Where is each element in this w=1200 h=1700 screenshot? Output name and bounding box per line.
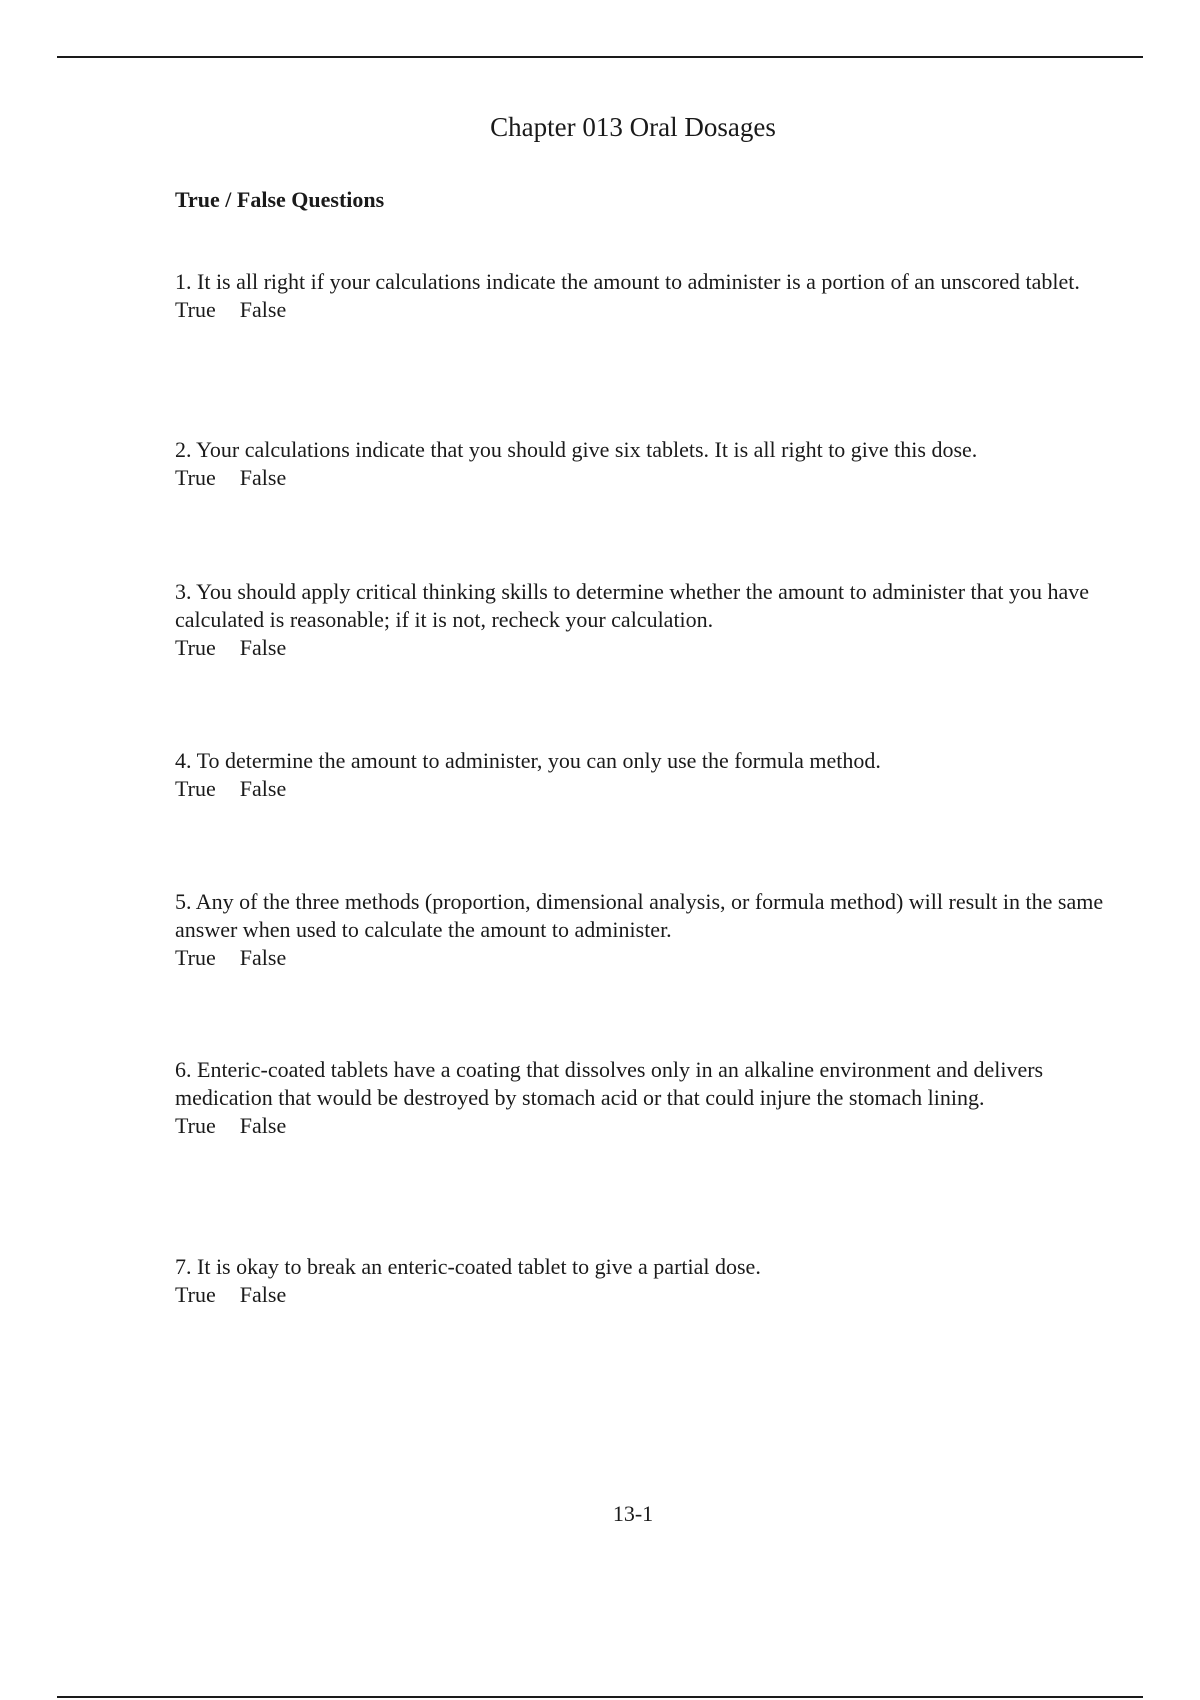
section-heading: True / False Questions [175,187,385,212]
question-text: 1. It is all right if your calculations indicate the amount to administer is a portion of an unscored tablet. [175,269,1080,294]
answer-choices [175,464,1105,492]
choice-true[interactable]: True [175,297,216,322]
question-text: 3. You should apply critical thinking skills to determine whether the amount to administer that you have calculated is reasonable; if it is not, recheck your calculation. [175,579,1090,632]
choice-false[interactable]: False [239,945,287,970]
question-5 [175,888,1105,972]
question-text: 4. To determine the amount to administer, you can only use the formula method. [175,748,881,773]
choice-false[interactable]: False [239,776,287,801]
choice-true[interactable]: True [175,1113,216,1138]
page-number: 13-1 [612,1501,654,1526]
question-6 [175,1056,1105,1140]
choice-false[interactable]: False [239,635,287,660]
answer-choices [175,944,1105,972]
question-3 [175,578,1105,662]
choice-true[interactable]: True [175,945,216,970]
answer-choices [175,1112,1105,1140]
choice-true[interactable]: True [175,1282,216,1307]
choice-false[interactable]: False [239,1113,287,1138]
choice-false[interactable]: False [239,1282,287,1307]
answer-choices [175,1281,1105,1309]
choice-true[interactable]: True [175,465,216,490]
answer-choices [175,775,1105,803]
question-4 [175,747,1105,803]
question-text: 7. It is okay to break an enteric-coated tablet to give a partial dose. [175,1254,761,1279]
question-2 [175,436,1105,492]
question-7 [175,1253,1105,1309]
answer-choices [175,296,1105,324]
choice-true[interactable]: True [175,776,216,801]
answer-choices [175,634,1105,662]
question-1 [175,268,1105,324]
choice-true[interactable]: True [175,635,216,660]
top-rule [57,56,1143,58]
choice-false[interactable]: False [239,297,287,322]
page-title: Chapter 013 Oral Dosages [490,112,776,142]
bottom-rule [57,1696,1143,1698]
question-text: 5. Any of the three methods (proportion, dimensional analysis, or formula method) will result in the same answer when used to calculate the amount to administer. [175,889,1104,942]
choice-false[interactable]: False [239,465,287,490]
question-text: 2. Your calculations indicate that you should give six tablets. It is all right to give this dose. [175,437,978,462]
question-text: 6. Enteric-coated tablets have a coating that dissolves only in an alkaline environment and delivers medication that would be destroyed by stomach acid or that could injure the stomach lining. [175,1057,1044,1110]
